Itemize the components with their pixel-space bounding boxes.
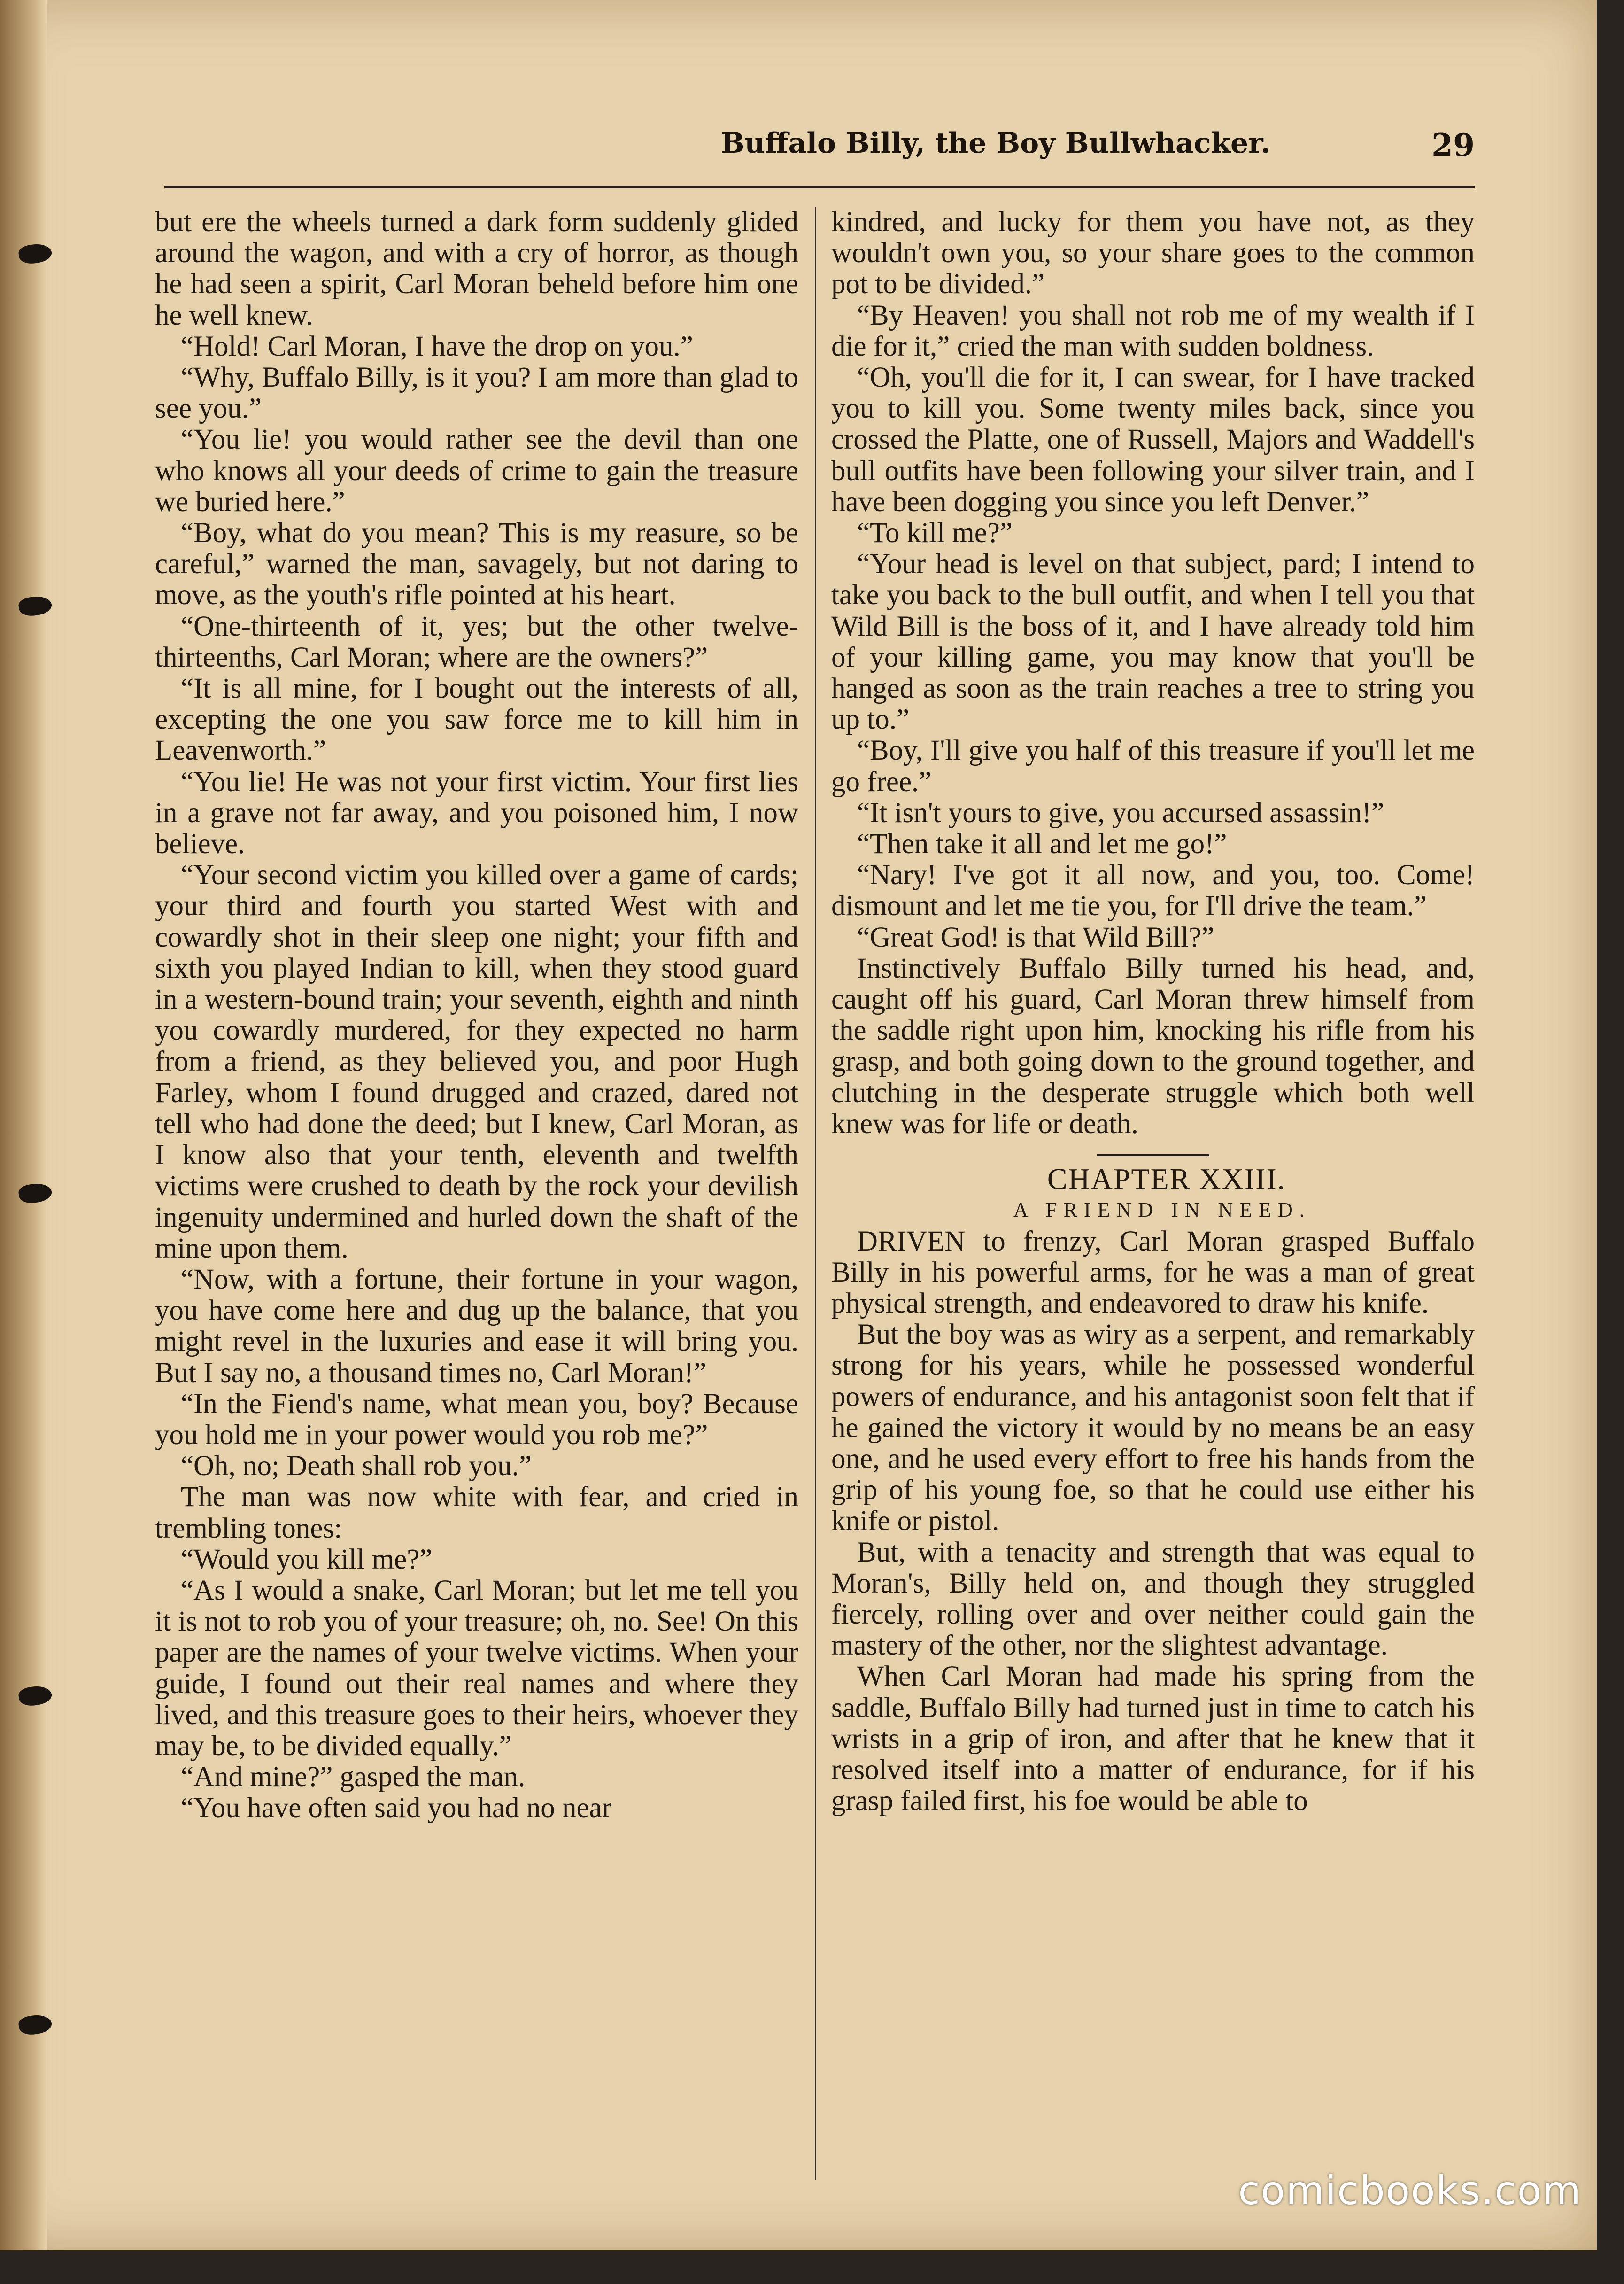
paragraph: “As I would a snake, Carl Moran; but let me tell you it is not to rob you of your treasure; oh, no. See! On this paper are the names of your twelve victims. When your guide, I found out their real names and where they lived, and this treasure goes to their heirs, whoever they may be, to be divided equally.”: [155, 1574, 798, 1762]
paragraph: The man was now white with fear, and cried in trembling tones:: [155, 1481, 798, 1544]
paragraph: “Then take it all and let me go!”: [857, 828, 1227, 860]
left-column: [155, 207, 798, 2189]
paragraph: but ere the wheels turned a dark form suddenly glided around the wagon, and with a cry of horror, as though he had seen a spirit, Carl Moran beheld before him one he well knew.: [155, 207, 798, 331]
binding-gutter: [0, 0, 47, 2250]
paragraph: “By Heaven! you shall not rob me of my wealth if I die for it,” cried the man with sudden boldness.: [831, 299, 1475, 362]
paragraph: “And mine?” gasped the man.: [180, 1761, 526, 1793]
paragraph: “You have often said you had no near: [180, 1792, 611, 1824]
paragraph: kindred, and lucky for them you have not, as they wouldn't own you, so your share goes to the common pot to be divided.”: [831, 207, 1475, 300]
paragraph: “Oh, no; Death shall rob you.”: [180, 1450, 532, 1482]
paragraph: When Carl Moran had made his spring from the saddle, Buffalo Billy had turned just in time to catch his wrists in a grip of iron, and after that he knew that it resolved itself into a matter of endurance, for if his grasp failed first, his foe would be able to: [831, 1661, 1475, 1817]
paragraph: “Hold! Carl Moran, I have the drop on you.”: [180, 330, 693, 362]
paragraph: “Your head is level on that subject, pard; I intend to take you back to the bull outfit, and when I tell you that Wild Bill is the boss of it, and I have already told him of your killing game, you may know that you'll be hanged as soon as the train reaches a tree to string you up to.”: [831, 548, 1475, 736]
paragraph: “In the Fiend's name, what mean you, boy? Because you hold me in your power would you rob me?”: [155, 1388, 798, 1451]
paragraph: “You lie! He was not your first victim. Your first lies in a grave not far away, and you poisoned him, I now believe.: [155, 766, 798, 860]
page-number: 29: [1431, 127, 1475, 163]
paragraph: “To kill me?”: [857, 517, 1013, 549]
paragraph: “Why, Buffalo Billy, is it you? I am more than glad to see you.”: [155, 362, 798, 425]
paragraph: DRIVEN to frenzy, Carl Moran grasped Buffalo Billy in his powerful arms, for he was a man of great physical strength, and endeavored to draw his knife.: [831, 1225, 1475, 1319]
paragraph: “Nary! I've got it all now, and you, too. Come! dismount and let me tie you, for I'll drive the team.”: [831, 859, 1475, 922]
running-header: Buffalo Billy, the Boy Bullwhacker.: [720, 127, 1271, 160]
paragraph: “Would you kill me?”: [180, 1543, 433, 1575]
paragraph: “Now, with a fortune, their fortune in your wagon, you have come here and dug up the balance, that you might revel in the luxuries and ease it will bring you. But I say no, a thousand times no, Carl Moran!”: [155, 1263, 798, 1389]
right-column: [831, 207, 1475, 2189]
chapter-rule: [1097, 1154, 1209, 1156]
paragraph: “One-thirteenth of it, yes; but the other twelve-thirteenths, Carl Moran; where are the owners?”: [155, 610, 798, 673]
paragraph: “You lie! you would rather see the devil than one who knows all your deeds of crime to gain the treasure we buried here.”: [155, 424, 798, 518]
paragraph: But, with a tenacity and strength that was equal to Moran's, Billy held on, and though they struggled fiercely, rolling over and over neither could gain the mastery of the other, nor the slightest advantage.: [831, 1536, 1475, 1662]
chapter-subtitle: A FRIEND IN NEED.: [1013, 1198, 1311, 1222]
watermark: comicbooks.com: [1238, 2167, 1582, 2214]
chapter-title: CHAPTER XXIII.: [1047, 1162, 1286, 1196]
paragraph: “Boy, I'll give you half of this treasure if you'll let me go free.”: [831, 735, 1475, 798]
paragraph: “Your second victim you killed over a game of cards; your third and fourth you started West with and cowardly shot in their sleep one night; your fifth and sixth you played Indian to kill, when they stood guard in a western-bound train; your seventh, eighth and ninth you cowardly murdered, for they expected no harm from a friend, as they believed you, and poor Hugh Farley, whom I found drugged and crazed, dared not tell who had done the deed; but I knew, Carl Moran, as I know also that your tenth, eleventh and twelfth victims were crushed to death by the rock your devilish ingenuity undermined and hurled down the shaft of the mine upon them.: [155, 859, 798, 1264]
header-rule: [164, 186, 1475, 188]
paragraph: “It isn't yours to give, you accursed assassin!”: [857, 797, 1384, 829]
paragraph: But the boy was as wiry as a serpent, and remarkably strong for his years, while he possessed wonderful powers of endurance, and his antagonist soon felt that if he gained the victory it would by no means be an easy one, and he used every effort to free his hands from the grip of his young foe, so that he could use either his knife or pistol.: [831, 1319, 1475, 1537]
paragraph: “It is all mine, for I bought out the interests of all, excepting the one you saw force me to kill him in Leavenworth.”: [155, 673, 798, 767]
paragraph: “Great God! is that Wild Bill?”: [857, 921, 1214, 953]
paragraph: “Boy, what do you mean? This is my reasure, so be careful,” warned the man, savagely, but not daring to move, as the youth's rifle pointed at his heart.: [155, 517, 798, 611]
paragraph: Instinctively Buffalo Billy turned his head, and, caught off his guard, Carl Moran threw himself from the saddle right upon him, knocking his rifle from his grasp, and both going down to the ground together, and clutching in the desperate struggle which both well knew was for life or death.: [831, 952, 1475, 1140]
paragraph: “Oh, you'll die for it, I can swear, for I have tracked you to kill you. Some twenty miles back, since you crossed the Platte, one of Russell, Majors and Waddell's bull outfits have been following your silver train, and I have been dogging you since you left Denver.”: [831, 362, 1475, 518]
column-divider: [815, 207, 816, 2180]
